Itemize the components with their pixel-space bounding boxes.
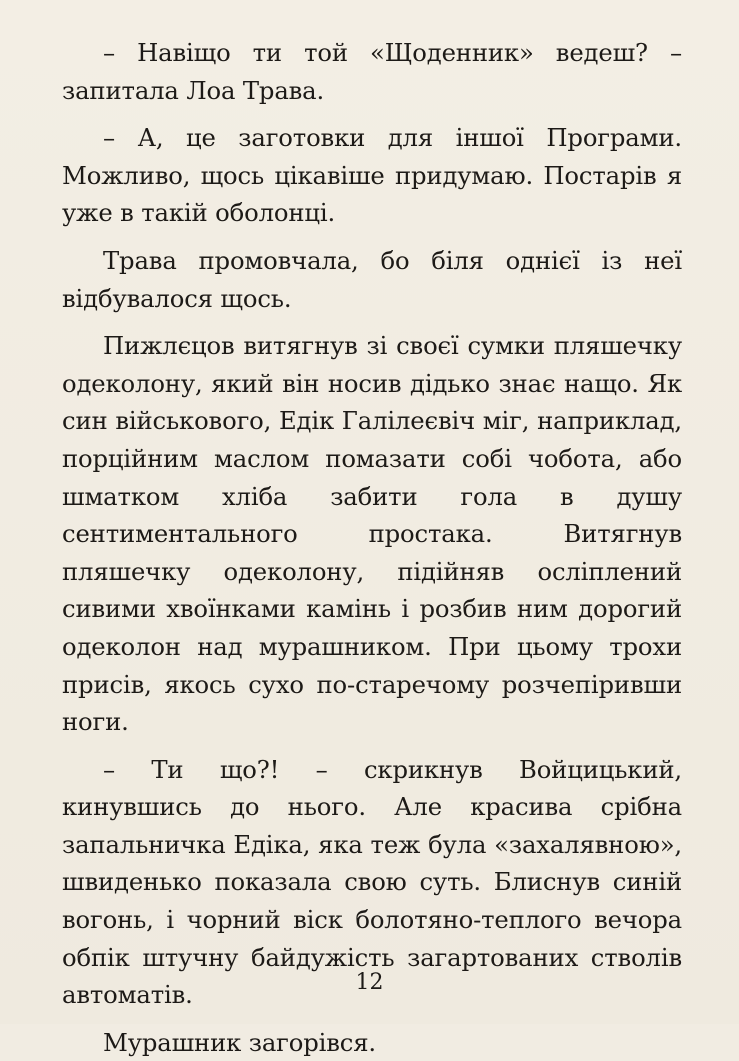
body-text: [62, 34, 682, 1061]
paragraph-answer: – А, це заготовки для іншої Програми. Можливо, щось цікавіше придумаю. Постарів я уже в такій оболонці.: [62, 123, 682, 228]
page-number: 12: [355, 970, 384, 995]
paragraph-cologne: Пижлєцов витягнув зі своєї сумки пляшечку одеколону, який він носив дідько знає нащо. Як син військового, Едік Галілеєвіч міг, наприклад, порційним маслом помазати собі чобота, або шматком хліба забити гола в душу сентиментального простака. Витягнув пляшечку одеколону, підійняв осліплений сивими хвоїнками камінь і розбив ним дорогий одеколон над мурашником. При цьому трохи присів, якось сухо по-старечому розчепіривши ноги.: [62, 331, 682, 737]
paragraph-lighter: – Ти що?! – скрикнув Войцицький, кинувшись до нього. Але красива срібна запальничка Едіка, яка теж була «захалявною», швиденько показала свою суть. Блиснув синій вогонь, і чорний віск болотяно-теплого вечора обпік штучну байдужість загартованих стволів автоматів.: [62, 754, 682, 1010]
paragraph-trava-silent: Трава промовчала, бо біля однієї із неї відбувалося щось.: [62, 245, 682, 313]
paragraph-anthill-burning: Мурашник загорівся.: [103, 1027, 377, 1057]
paragraph-question: – Навіщо ти той «Щоденник» ведеш? – запитала Лоа Трава.: [62, 38, 682, 105]
